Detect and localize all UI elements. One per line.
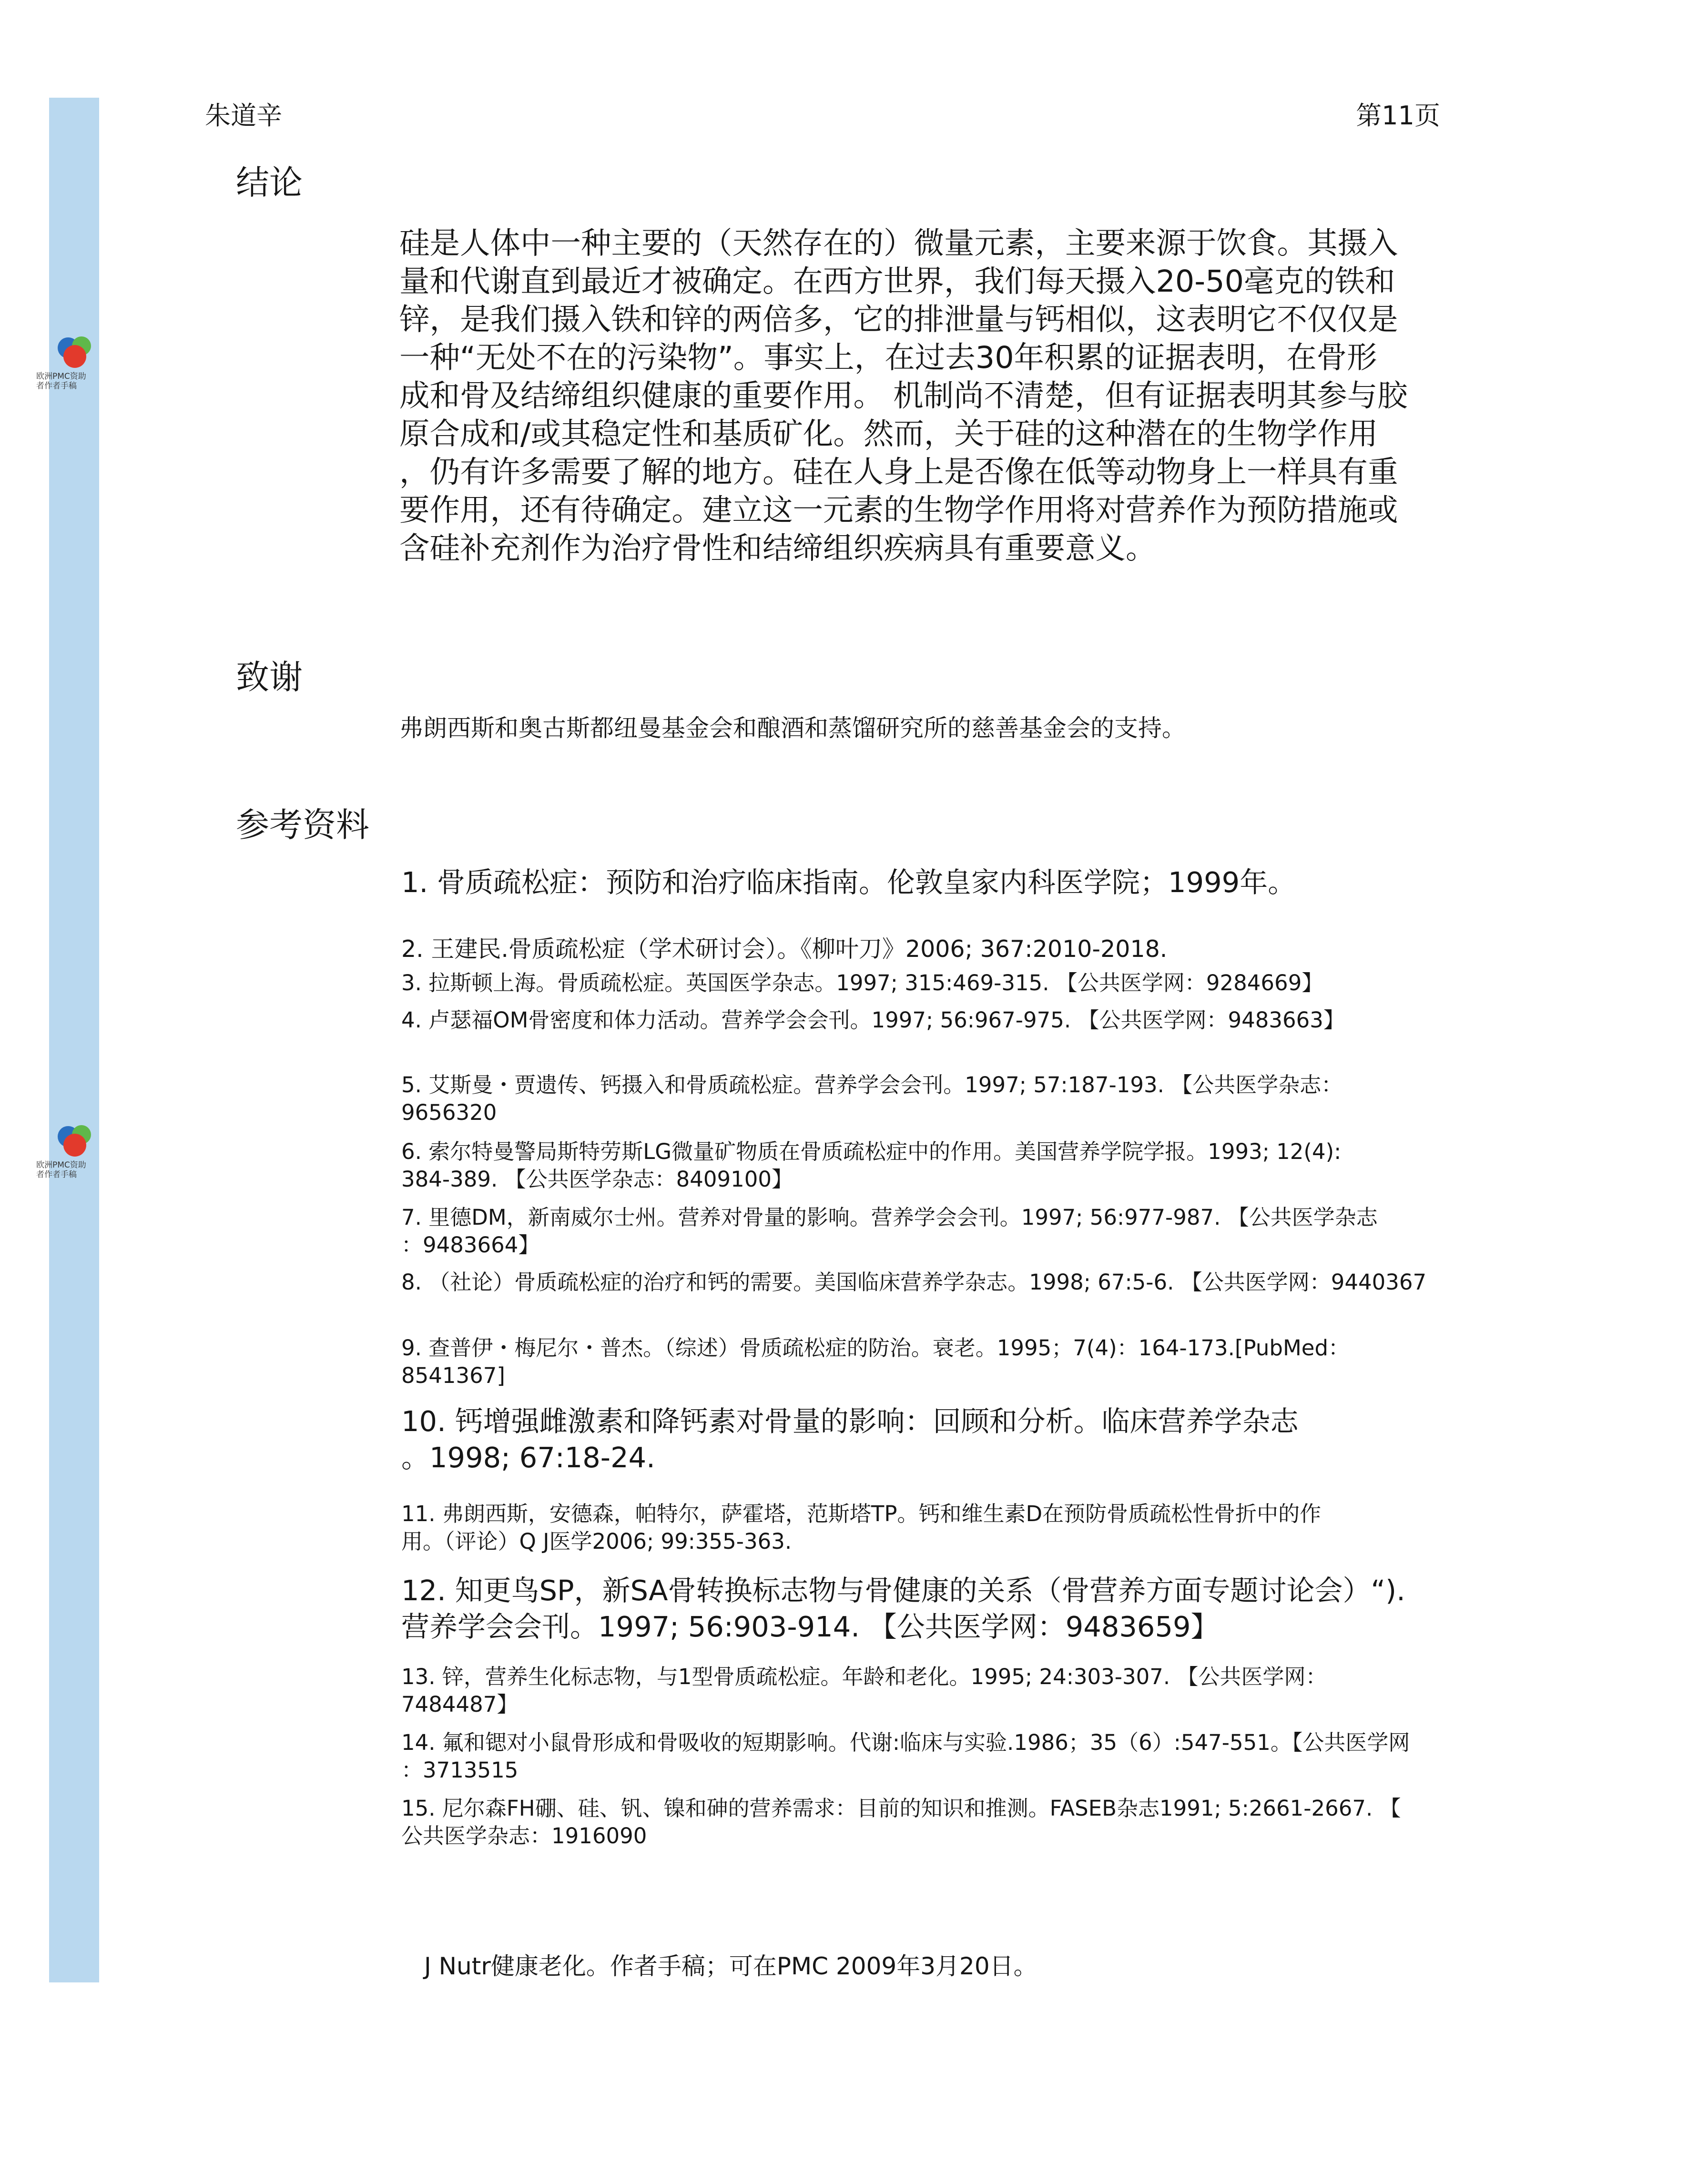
references-heading: 参考资料: [236, 805, 369, 844]
reference-item: 12. 知更鸟SP，新SA骨转换标志物与骨健康的关系（骨营养方面专题讨论会）“). 营养学会会刊。1997; 56:903-914. 【公共医学网：9483659】: [401, 1574, 1405, 1643]
conclusion-line: 成和骨及结缔组织健康的重要作用。 机制尚不清楚，但有证据表明其参与胶: [399, 378, 1408, 413]
pmc-dots-icon: [54, 334, 97, 372]
reference-item: 8. （社论）骨质疏松症的治疗和钙的需要。美国临床营养学杂志。1998; 67:5-6. 【公共医学网：9440367: [401, 1270, 1427, 1295]
reference-item: 2. 王建民.骨质疏松症（学术研讨会）。《柳叶刀》2006; 367:2010-2018.: [401, 935, 1168, 963]
europe-pmc-logo: [32, 1122, 104, 1213]
conclusion-line: 含硅补充剂作为治疗骨性和结缔组织疾病具有重要意义。: [399, 530, 1156, 566]
conclusion-line: ，仍有许多需要了解的地方。硅在人身上是否像在低等动物身上一样具有重: [399, 454, 1398, 489]
reference-item: 14. 氟和锶对小鼠骨形成和骨吸收的短期影响。代谢:临床与实验.1986；35（6）:547-551。【公共医学网 ：3713515: [401, 1730, 1410, 1783]
conclusion-line: 原合成和/或其稳定性和基质矿化。然而，关于硅的这种潜在的生物学作用: [399, 416, 1378, 451]
pmc-dots-icon: [54, 1122, 97, 1160]
conclusion-line: 量和代谢直到最近才被确定。在西方世界，我们每天摄入20-50毫克的铁和: [399, 264, 1395, 299]
running-header-author: 朱道辛: [205, 101, 282, 131]
reference-item: 15. 尼尔森FH硼、硅、钒、镍和砷的营养需求：目前的知识和推测。FASEB杂志1991; 5:2661-2667. 【 公共医学杂志：1916090: [401, 1796, 1401, 1849]
europe-pmc-logo: [32, 334, 104, 424]
conclusion-line: 硅是人体中一种主要的（天然存在的）微量元素，主要来源于饮食。其摄入: [399, 225, 1398, 261]
reference-item: 3. 拉斯顿上海。骨质疏松症。英国医学杂志。1997; 315:469-315. 【公共医学网：9284669】: [401, 970, 1323, 995]
acknowledgements-text: 弗朗西斯和奥古斯都纽曼基金会和酿酒和蒸馏研究所的慈善基金会的支持。: [399, 714, 1186, 742]
logo-caption: 欧洲PMC资助者作者手稿: [36, 372, 86, 391]
reference-item: 4. 卢瑟福OM骨密度和体力活动。营养学会会刊。1997; 56:967-975. 【公共医学网：9483663】: [401, 1007, 1345, 1033]
logo-caption: 欧洲PMC资助者作者手稿: [36, 1160, 86, 1179]
conclusion-line: 锌，是我们摄入铁和锌的两倍多，它的排泄量与钙相似，这表明它不仅仅是: [399, 302, 1398, 337]
manuscript-footer: J Nutr健康老化。作者手稿；可在PMC 2009年3月20日。: [424, 1952, 1037, 1980]
reference-item: 5. 艾斯曼・贾遗传、钙摄入和骨质疏松症。营养学会会刊。1997; 57:187-193. 【公共医学杂志： 9656320: [401, 1072, 1343, 1125]
reference-item: 1. 骨质疏松症：预防和治疗临床指南。伦敦皇家内科医学院；1999年。: [401, 866, 1296, 899]
conclusion-line: 要作用，还有待确定。建立这一元素的生物学作用将对营养作为预防措施或: [399, 492, 1398, 528]
reference-item: 9. 查普伊・梅尼尔・普杰。（综述）骨质疏松症的防治。衰老。1995；7(4)：164-173.[PubMed： 8541367]: [401, 1335, 1350, 1388]
reference-item: 7. 里德DM，新南威尔士州。营养对骨量的影响。营养学会会刊。1997; 56:977-987. 【公共医学杂志 ：9483664】: [401, 1205, 1378, 1258]
acknowledgements-heading: 致谢: [236, 658, 303, 697]
reference-item: 13. 锌，营养生化标志物，与1型骨质疏松症。年龄和老化。1995; 24:303-307. 【公共医学网： 7484487】: [401, 1664, 1327, 1717]
reference-item: 10. 钙增强雌激素和降钙素对骨量的影响：回顾和分析。临床营养学杂志 。1998; 67:18-24.: [401, 1405, 1299, 1474]
conclusion-paragraph: [399, 224, 1441, 567]
running-header-page: 第11页: [1356, 101, 1440, 131]
reference-item: 11. 弗朗西斯，安德森，帕特尔，萨霍塔，范斯塔TP。钙和维生素D在预防骨质疏松性骨折中的作 用。（评论）Q J医学2006; 99:355-363.: [401, 1501, 1322, 1554]
conclusion-heading: 结论: [236, 163, 303, 202]
reference-item: 6. 索尔特曼警局斯特劳斯LG微量矿物质在骨质疏松症中的作用。美国营养学院学报。1993; 12(4): 384-389. 【公共医学杂志：8409100】: [401, 1139, 1342, 1192]
conclusion-line: 一种“无处不在的污染物”。事实上，在过去30年积累的证据表明，在骨形: [399, 340, 1377, 375]
